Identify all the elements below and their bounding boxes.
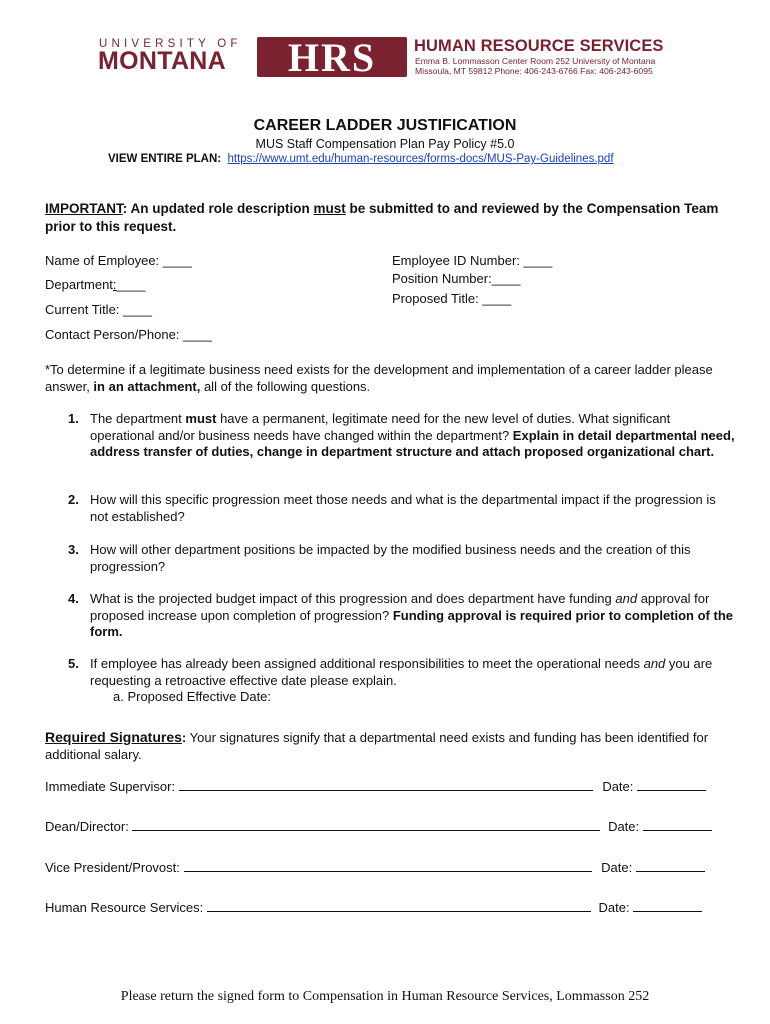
q1-bold-2: Explain in detail departmental need, address transfer of duties, change in department structure and attach proposed organizational chart. [90,427,735,459]
address-line-1: Emma B. Lommasson Center Room 252 University of Montana [415,56,656,66]
proposed-effective-date: a. Proposed Effective Date: [113,689,272,704]
q1-text-2: have a permanent, legitimate need for the new level of duties. What significant operational and/or business needs have changed within the department? [90,411,671,443]
intro-paragraph [45,361,735,395]
q4-bold: Funding approval is required prior to completion of the form. [90,607,733,639]
signature-row-supervisor [45,779,706,794]
field-position-number[interactable]: Position Number:____ [392,271,521,286]
signature-row-vp [45,860,705,875]
q2-text: How will this specific progression meet those needs and what is the departmental impact if the progression is not established? [90,492,716,524]
q5-italic: and [643,656,666,671]
important-text-1: : An updated role description [122,201,314,216]
signature-line[interactable] [179,781,593,791]
q5-text-2: you are requesting a retroactive effective date please explain. [90,656,713,688]
field-name-of-employee[interactable]: Name of Employee: ____ [45,253,192,268]
signature-line[interactable] [207,902,591,912]
document-title: CAREER LADDER JUSTIFICATION [253,117,517,134]
signature-row-dean [45,819,712,834]
field-department[interactable] [45,277,145,292]
date-label: Date: [601,860,633,875]
document-subtitle: MUS Staff Compensation Plan Pay Policy #5.0 [255,137,515,151]
date-line[interactable] [643,821,712,831]
date-label: Date: [602,779,634,794]
question-number: 4. [68,591,79,606]
q1-bold-1: must [185,411,217,426]
important-notice [45,200,725,236]
intro-text-1: *To determine if a legitimate business need exists for the development and implementation of a career ladder please answer, [45,362,713,394]
signature-line[interactable] [184,862,592,872]
intro-text-2: all of the following questions. [200,379,371,394]
plan-label: VIEW ENTIRE PLAN: [108,153,222,165]
q3-text: How will other department positions be impacted by the modified business needs and the creation of this progression? [90,542,691,574]
required-signatures-text: Your signatures signify that a departmental need exists and funding has been identified for additional salary. [45,730,709,762]
department-label: Department [45,277,113,292]
field-proposed-title[interactable]: Proposed Title: ____ [392,291,512,306]
field-employee-id[interactable]: Employee ID Number: ____ [392,253,553,268]
department-name: HUMAN RESOURCE SERVICES [414,37,664,55]
q5-text-1: If employee has already been assigned additional responsibilities to meet the operational needs [90,656,644,671]
university-wordmark-bottom: MONTANA [98,47,227,75]
signature-row-hrs [45,900,702,915]
signature-label: Immediate Supervisor: [45,779,176,794]
q1-text-1: The department [90,411,186,426]
date-label: Date: [608,819,640,834]
address-line-2: Missoula, MT 59812 Phone: 406-243-6766 Fax: 406-243-6095 [415,66,653,76]
department-blank: ____ [116,277,146,292]
field-current-title[interactable]: Current Title: ____ [45,302,152,317]
required-signatures-colon: : [181,730,187,745]
required-signatures-paragraph [45,729,735,763]
date-label: Date: [598,900,630,915]
q4-text-2: approval for proposed increase upon completion of progression? [90,591,710,623]
plan-line [108,153,614,165]
department-colon: : [112,277,117,292]
hrs-logo-mark [257,33,407,81]
question-number: 5. [68,656,79,671]
intro-bold: in an attachment, [93,379,201,394]
university-wordmark-top: UNIVERSITY OF [99,38,242,50]
signature-line[interactable] [132,821,600,831]
date-line[interactable] [633,902,702,912]
signature-label: Human Resource Services: [45,900,204,915]
question-5 [45,656,735,689]
footer-note: Please return the signed form to Compensation in Human Resource Services, Lommasson 252 [120,989,650,1004]
q4-italic: and [615,591,638,606]
date-line[interactable] [637,781,706,791]
question-number: 2. [68,492,79,507]
required-signatures-label: Required Signatures [45,729,182,745]
field-contact[interactable]: Contact Person/Phone: ____ [45,327,212,342]
question-2 [45,492,735,525]
question-4 [45,591,735,641]
important-text-2: be submitted to and reviewed by the Compensation Team prior to this request. [45,201,719,234]
q4-text-1: What is the projected budget impact of this progression and does department have funding [90,591,616,606]
important-label: IMPORTANT [45,201,123,216]
signature-label: Dean/Director: [45,819,129,834]
question-1 [45,411,735,461]
important-must: must [313,201,346,216]
signature-label: Vice President/Provost: [45,860,180,875]
date-line[interactable] [636,862,705,872]
question-number: 3. [68,542,79,557]
question-3 [45,542,735,575]
question-number: 1. [68,411,79,426]
plan-link[interactable]: https://www.umt.edu/human-resources/forms-docs/MUS-Pay-Guidelines.pdf [227,153,614,165]
hrs-logo-letters: HRS [287,35,377,80]
